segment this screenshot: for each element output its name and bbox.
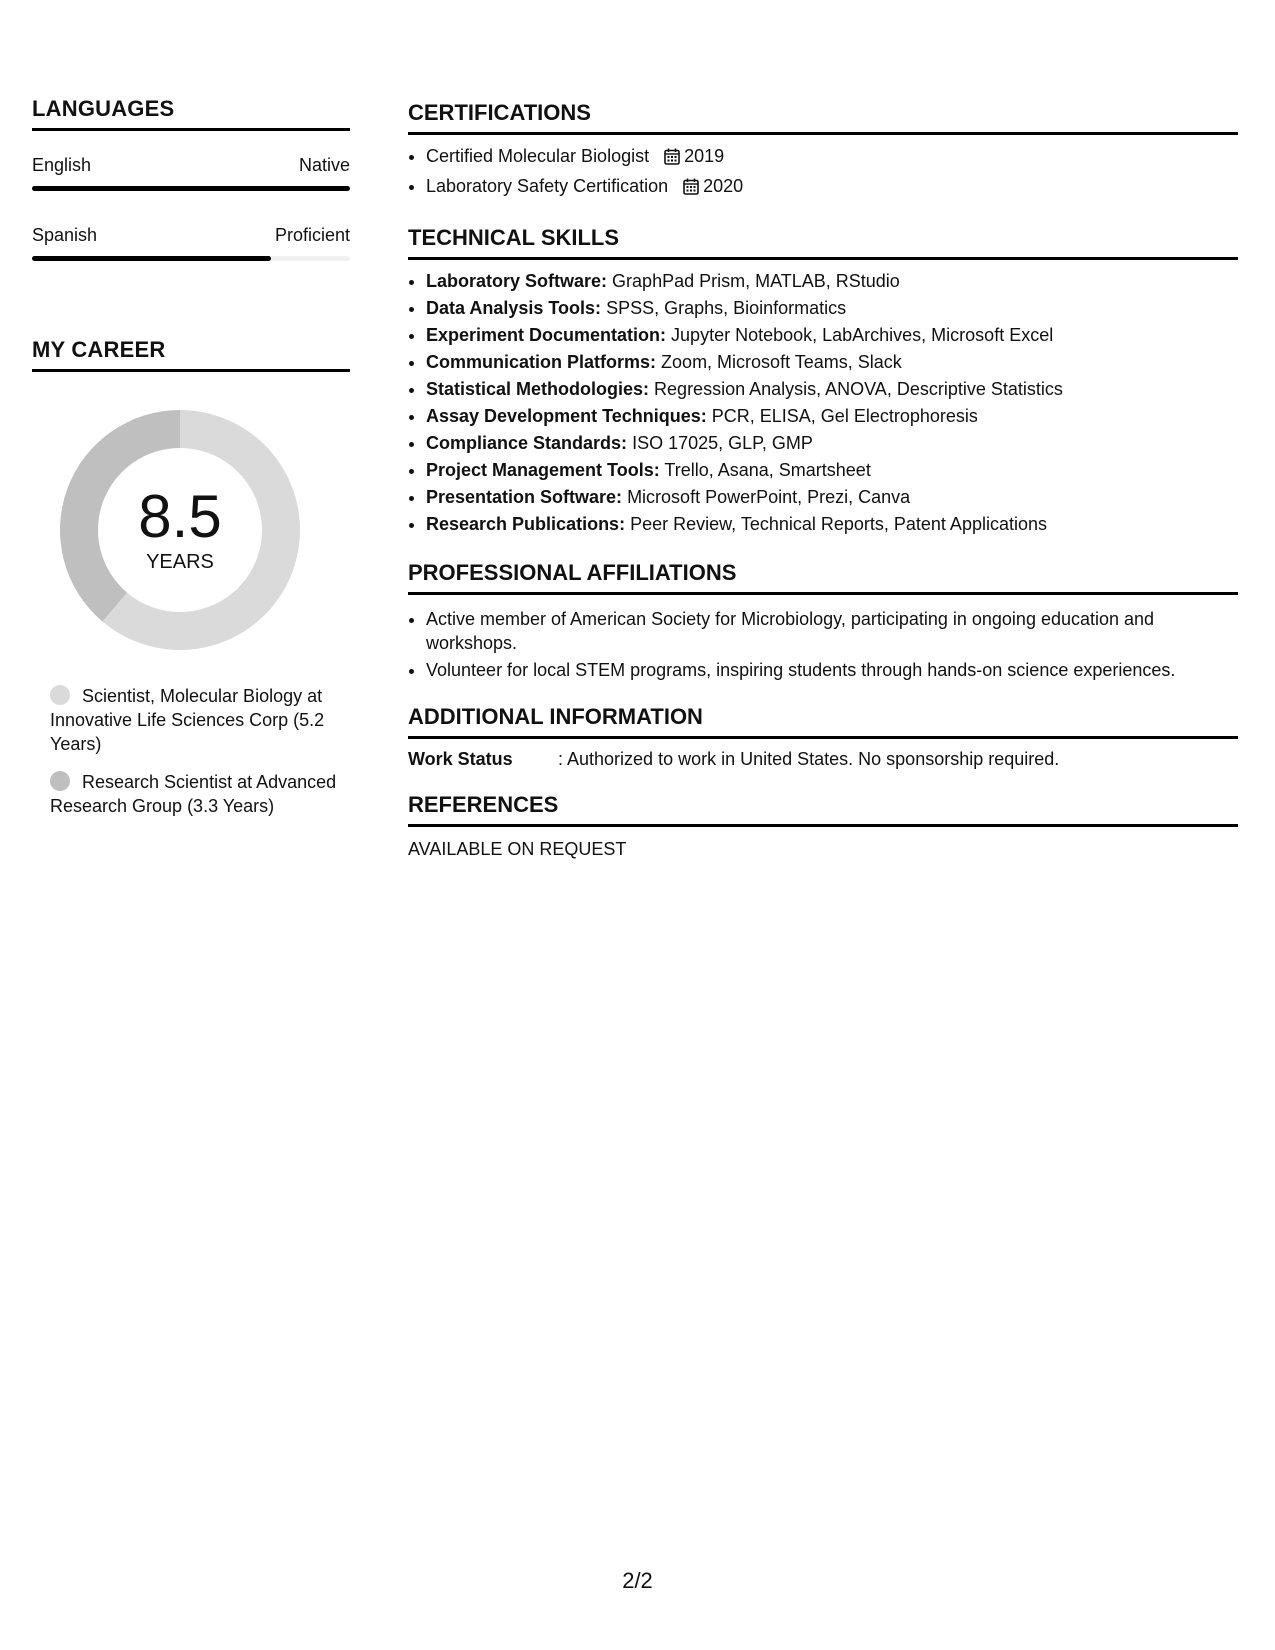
skill-item — [426, 403, 1238, 430]
skill-value: Zoom, Microsoft Teams, Slack — [661, 352, 902, 372]
additional-info-section — [408, 704, 1238, 770]
certification-name: Laboratory Safety Certification — [426, 176, 669, 196]
skill-item — [426, 349, 1238, 376]
references-text: AVAILABLE ON REQUEST — [408, 839, 627, 859]
career-role-item — [50, 684, 350, 756]
career-total-unit: YEARS — [146, 550, 214, 573]
skill-label: Communication Platforms: — [426, 352, 657, 372]
skill-label: Project Management Tools: — [426, 460, 660, 480]
affiliation-item: • Active member of American Society for Microbiology, participating in ongoing education and workshops. — [426, 607, 1238, 655]
affiliation-item: • Volunteer for local STEM programs, inspiring students through hands-on science experiences. — [426, 658, 1238, 682]
language-proficiency-fill — [32, 186, 350, 191]
skill-value: ISO 17025, GLP, GMP — [632, 433, 813, 453]
skill-value: GraphPad Prism, MATLAB, RStudio — [612, 271, 900, 291]
skill-item — [426, 511, 1238, 538]
language-level: Proficient — [274, 225, 350, 245]
skill-item — [426, 430, 1238, 457]
career-title: MY CAREER — [32, 337, 350, 372]
languages-title: LANGUAGES — [32, 96, 350, 131]
technical-skills-title: TECHNICAL SKILLS — [408, 225, 1238, 260]
language-level: Native — [298, 155, 350, 175]
language-english — [32, 155, 350, 191]
technical-skills-section — [408, 225, 1238, 538]
references-title: REFERENCES — [408, 792, 1238, 827]
skill-label: Presentation Software: — [426, 487, 623, 507]
certification-item — [426, 143, 1238, 173]
calendar-icon — [683, 176, 699, 203]
skill-label: Laboratory Software: — [426, 271, 608, 291]
career-legend — [32, 684, 350, 818]
skill-item — [426, 295, 1238, 322]
legend-dot-icon — [50, 771, 70, 791]
career-role-label: Scientist, Molecular Biology at Innovative Life Sciences Corp (5.2 Years) — [50, 686, 325, 754]
work-status-value: : Authorized to work in United States. No sponsorship required. — [558, 749, 1060, 769]
career-donut-chart — [60, 410, 300, 650]
affiliations-section — [408, 560, 1238, 682]
certification-year: 2020 — [703, 176, 744, 196]
language-spanish — [32, 225, 350, 261]
donut-center — [60, 410, 300, 650]
language-name: Spanish — [32, 225, 98, 245]
skill-item — [426, 376, 1238, 403]
skill-item — [426, 322, 1238, 349]
career-role-item — [50, 770, 350, 818]
skill-item — [426, 268, 1238, 295]
skill-value: PCR, ELISA, Gel Electrophoresis — [711, 406, 978, 426]
certification-item — [426, 173, 1238, 203]
calendar-icon — [664, 146, 680, 173]
skill-value: Peer Review, Technical Reports, Patent Applications — [630, 514, 1047, 534]
skill-value: Microsoft PowerPoint, Prezi, Canva — [627, 487, 911, 507]
skill-item — [426, 457, 1238, 484]
work-status-label: Work Status — [408, 749, 513, 769]
language-proficiency-fill — [32, 256, 271, 261]
certifications-title: CERTIFICATIONS — [408, 100, 1238, 135]
additional-info-title: ADDITIONAL INFORMATION — [408, 704, 1238, 739]
skill-value: Regression Analysis, ANOVA, Descriptive Statistics — [654, 379, 1063, 399]
skill-value: Trello, Asana, Smartsheet — [664, 460, 871, 480]
skill-label: Research Publications: — [426, 514, 626, 534]
work-status-row — [408, 749, 1238, 770]
skill-label: Assay Development Techniques: — [426, 406, 707, 426]
skill-label: Compliance Standards: — [426, 433, 628, 453]
language-proficiency-bar — [32, 186, 350, 191]
skill-value: Jupyter Notebook, LabArchives, Microsoft Excel — [671, 325, 1054, 345]
skill-label: Statistical Methodologies: — [426, 379, 650, 399]
right-column — [408, 100, 1238, 882]
career-role-label: Research Scientist at Advanced Research Group (3.3 Years) — [50, 772, 337, 816]
skill-label: Experiment Documentation: — [426, 325, 667, 345]
affiliations-title: PROFESSIONAL AFFILIATIONS — [408, 560, 1238, 595]
certification-name: Certified Molecular Biologist — [426, 146, 650, 166]
skill-label: Data Analysis Tools: — [426, 298, 602, 318]
references-section — [408, 792, 1238, 860]
certifications-section — [408, 100, 1238, 203]
skill-value: SPSS, Graphs, Bioinformatics — [606, 298, 847, 318]
left-column — [32, 96, 350, 832]
language-proficiency-bar — [32, 256, 350, 261]
skill-item — [426, 484, 1238, 511]
career-total-years: 8.5 — [138, 482, 222, 550]
page-number: 2/2 — [622, 1568, 653, 1593]
legend-dot-icon — [50, 685, 70, 705]
language-name: English — [32, 155, 92, 175]
certification-year: 2019 — [684, 146, 725, 166]
